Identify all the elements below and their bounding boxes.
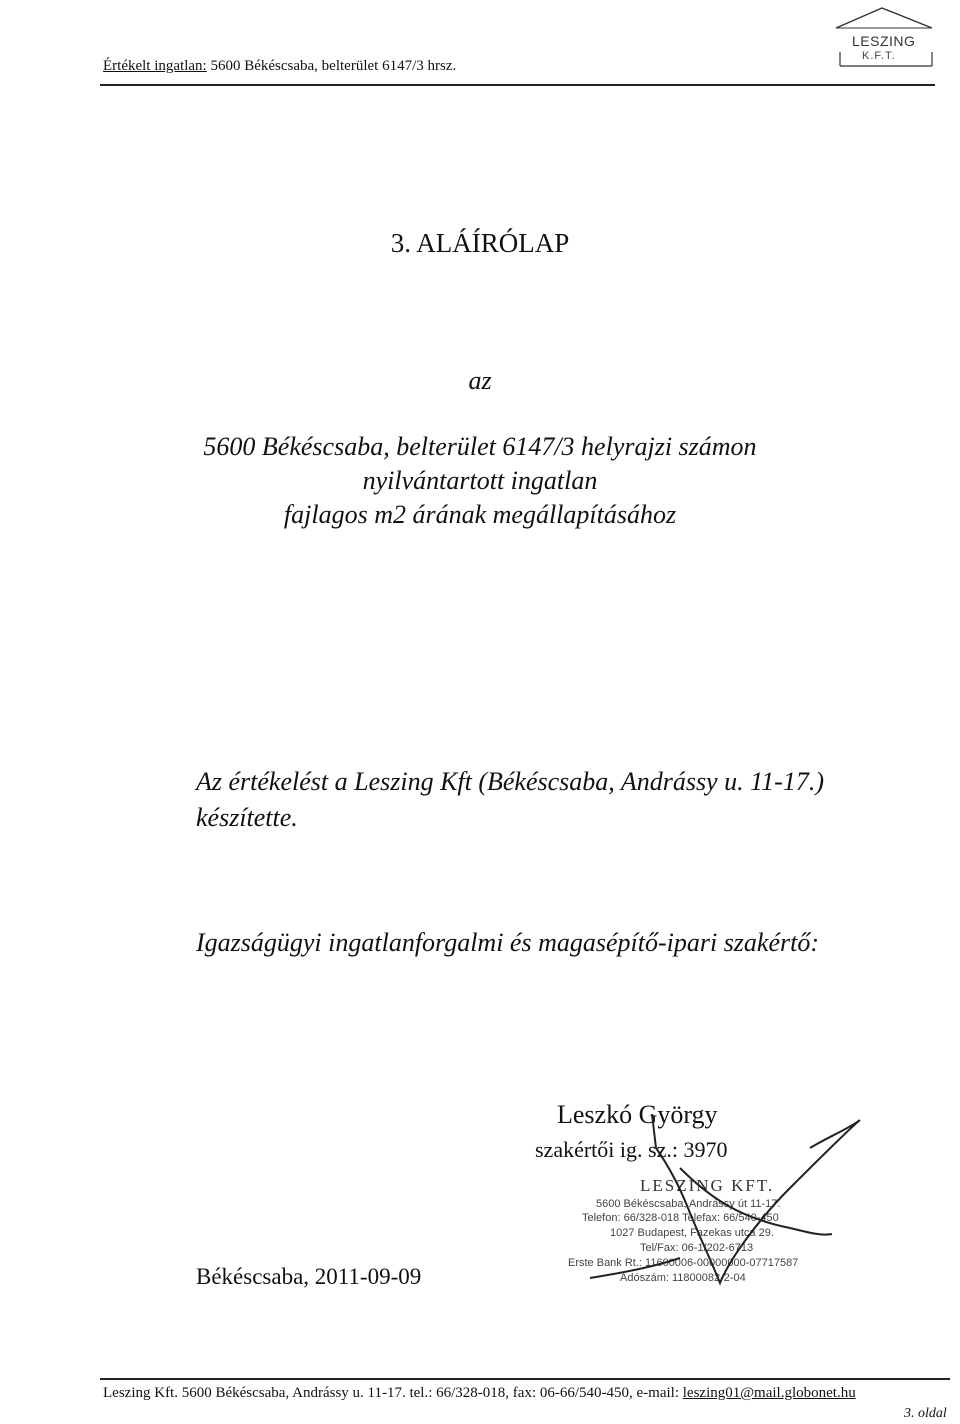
footer-contact (103, 1385, 856, 1402)
stamp-line-2: Telefon: 66/328-018 Telefax: 66/540-450 (582, 1212, 779, 1224)
header-property (103, 58, 456, 75)
stamp-line-5: Erste Bank Rt.: 11600006-00000000-07717587 (568, 1257, 799, 1269)
signature-icon (560, 1108, 880, 1298)
header-divider (100, 84, 935, 86)
page-number: 3. oldal (904, 1406, 947, 1421)
stamp-line-1: 5600 Békéscsaba, Andrássy út 11-17. (596, 1198, 781, 1210)
prepared-line-2: készítette. (196, 803, 298, 832)
subtitle-line-3: fajlagos m2 árának megállapításához (283, 500, 677, 529)
stamp-line-4: Tel/Fax: 06-1/202-6713 (640, 1242, 754, 1254)
page-title: 3. ALÁÍRÓLAP (390, 228, 570, 258)
stamp-name: LESZING KFT. (640, 1176, 775, 1195)
signer-id: szakértői ig. sz.: 3970 (535, 1137, 728, 1162)
place-date: Békéscsaba, 2011-09-09 (196, 1264, 422, 1289)
prepared-by (196, 764, 824, 836)
footer-email-link[interactable]: leszing01@mail.globonet.hu (682, 1385, 856, 1401)
footer-contact-text: Leszing Kft. 5600 Békéscsaba, Andrássy u. 11-17. tel.: 66/328-018, fax: 06-66/540-450, e-mail: (103, 1385, 683, 1401)
subtitle-line-2: nyilvántartott ingatlan (362, 466, 598, 495)
stamp-line-3: 1027 Budapest, Fazekas utca 29. (610, 1227, 774, 1239)
logo-name: LESZING (852, 33, 916, 49)
subtitle-az: az (468, 366, 492, 395)
expert-role: Igazságügyi ingatlanforgalmi és magasépítő-ipari szakértő: (196, 928, 820, 957)
signer-name: Leszkó György (557, 1100, 718, 1129)
prepared-line-1: Az értékelést a Leszing Kft (Békéscsaba, Andrássy u. 11-17.) (196, 767, 824, 796)
logo-sub: K.F.T. (862, 50, 896, 62)
header-label: Értékelt ingatlan: (103, 58, 207, 74)
subtitle-line-1: 5600 Békéscsaba, belterület 6147/3 helyrajzi számon (203, 432, 757, 461)
header-address: 5600 Békéscsaba, belterület 6147/3 hrsz. (206, 58, 457, 74)
stamp-line-6: Adószám: 11800082-2-04 (620, 1272, 746, 1284)
footer-divider (100, 1378, 950, 1380)
